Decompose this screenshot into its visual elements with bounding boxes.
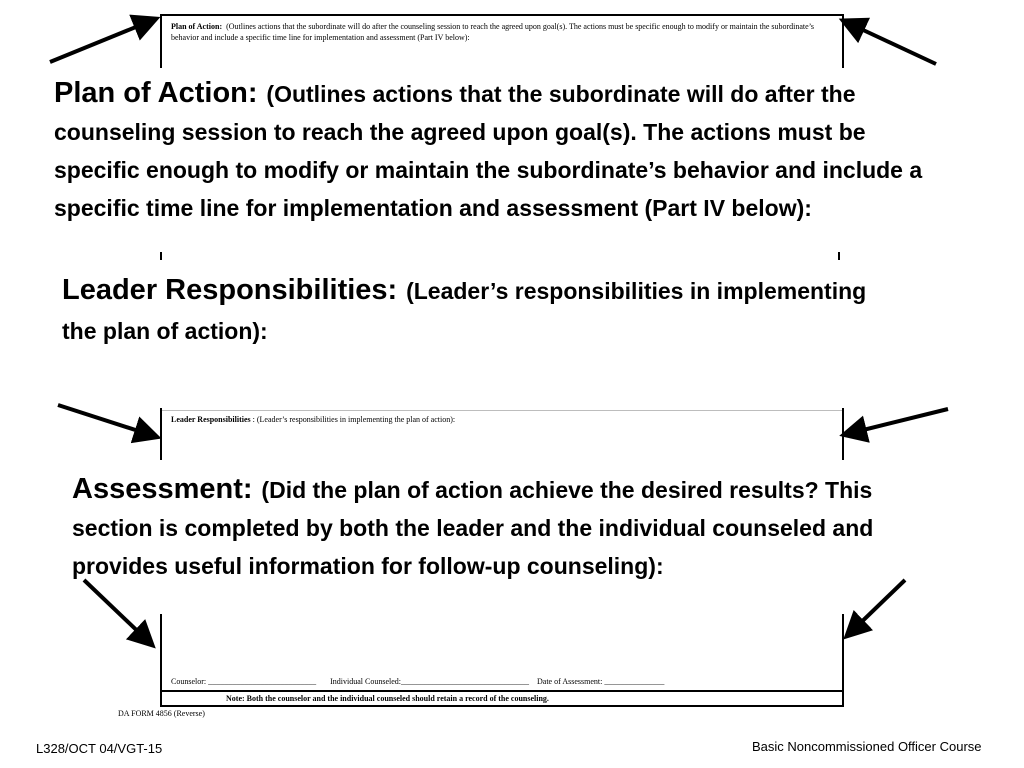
- form-leader-title: Leader Responsibilities: [171, 415, 251, 424]
- callout-assessment-text: (Did the plan of action achieve the desired results? This section is completed by both the leader and the individual counseled and provides useful information for follow-up counseling):: [72, 477, 874, 579]
- callout-assessment-title: Assessment:: [72, 473, 253, 505]
- form-leader-responsibilities-fragment: [160, 408, 844, 460]
- form-signature-row: [171, 676, 841, 687]
- callout-leader-title: Leader Responsibilities:: [62, 274, 398, 306]
- form-left-border-tick: [160, 252, 162, 260]
- da-form-id: DA FORM 4856 (Reverse): [118, 709, 205, 718]
- form-plan-of-action-text: [171, 21, 833, 43]
- callout-assessment: [72, 472, 942, 587]
- callout-plan-of-action: [54, 76, 934, 229]
- arrow-top-right: [846, 22, 936, 64]
- form-note-box: [160, 690, 844, 707]
- date-of-assessment-line: Date of Assessment: _______________: [537, 677, 665, 686]
- callout-plan-of-action-title: Plan of Action:: [54, 77, 258, 109]
- form-leader-top-rule: [162, 410, 842, 411]
- footer-course-name: Basic Noncommissioned Officer Course: [752, 739, 982, 754]
- arrow-top-left: [50, 20, 153, 62]
- form-leader-text: [171, 414, 831, 425]
- form-right-border-tick: [838, 252, 840, 260]
- arrow-middle-right: [847, 409, 948, 434]
- individual-counseled-line: Individual Counseled:________________________________: [330, 677, 529, 686]
- form-plan-of-action-desc: (Outlines actions that the subordinate will do after the counseling session to reach the agreed upon goal(s). The actions must be specific enough to modify or maintain the subordinate’s behavior and include a specific time line for implementation and assessment (Part IV below):: [171, 22, 815, 42]
- arrow-middle-left: [58, 405, 154, 436]
- form-plan-of-action-fragment: [160, 14, 844, 68]
- form-plan-of-action-title: Plan of Action:: [171, 22, 223, 31]
- callout-plan-of-action-text: (Outlines actions that the subordinate will do after the counseling session to reach the agreed upon goal(s). The actions must be specific enough to modify or maintain the subordinate’s behavior and include a specific time line for implementation and assessment (Part IV below):: [54, 81, 923, 221]
- form-note-text: Note: Both the counselor and the individual counseled should retain a record of the counseling.: [226, 694, 549, 703]
- form-leader-desc: : (Leader’s responsibilities in implementing the plan of action):: [252, 415, 456, 424]
- arrow-bottom-right: [849, 580, 905, 634]
- counselor-signature-line: Counselor: ___________________________: [171, 677, 317, 686]
- callout-leader-text: (Leader’s responsibilities in implementing the plan of action):: [62, 278, 867, 344]
- callout-leader-responsibilities: [62, 272, 902, 353]
- footer-slide-code: L328/OCT 04/VGT-15: [36, 741, 163, 756]
- form-assessment-fragment: [160, 614, 844, 690]
- arrow-bottom-left: [84, 580, 150, 643]
